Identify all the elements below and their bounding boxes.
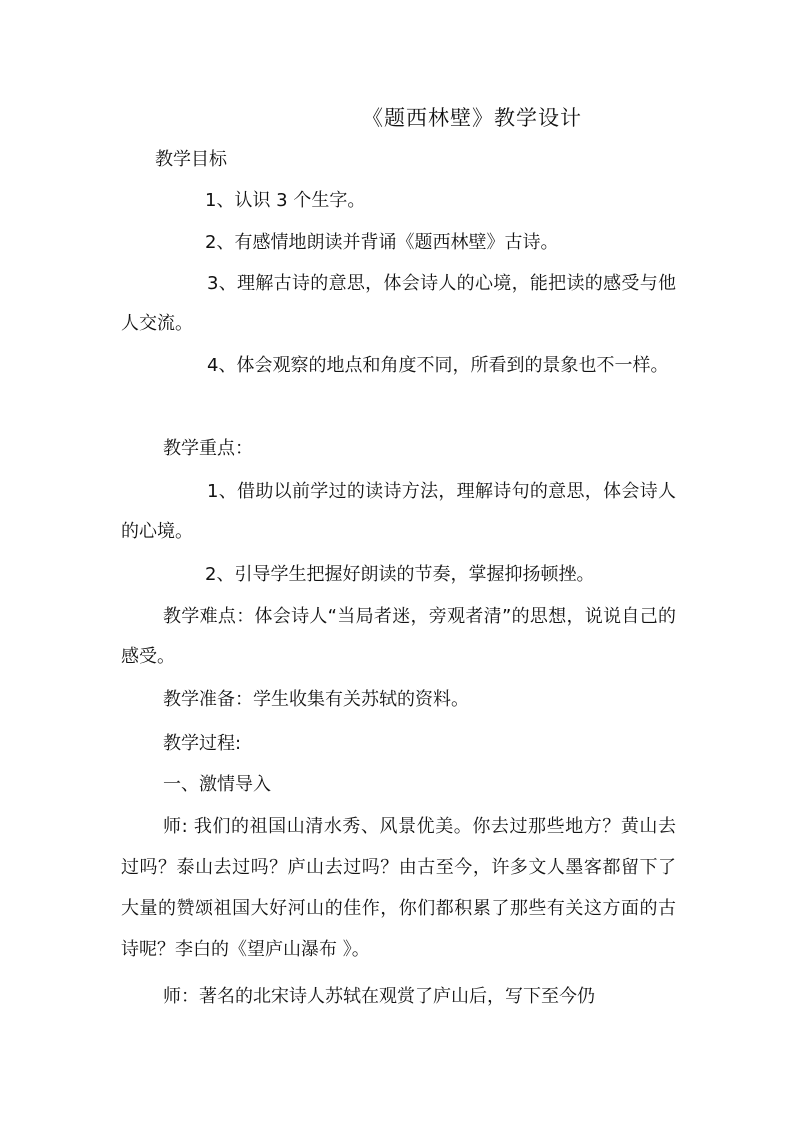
objective-item: 1、认识 3 个生字。 [205,190,366,211]
key-point-item: 1、借助以前学过的读诗方法，理解诗句的意思，体会诗人的心境。 [121,481,676,542]
section-heading: 一、激情导入 [163,774,271,795]
process-heading: 教学过程: [163,733,242,754]
body-paragraph: 师：著名的北宋诗人苏轼在观赏了庐山后，写下至今仍 [163,986,595,1007]
objectives-heading: 教学目标 [155,149,227,170]
difficulty-paragraph: 教学难点：体会诗人“当局者迷，旁观者清”的思想，说说自己的感受。 [121,606,676,667]
key-point-item: 2、引导学生把握好朗读的节奏，掌握抑扬顿挫。 [205,564,595,585]
body-paragraph: 师: 我们的祖国山清水秀、风景优美。你去过那些地方？黄山去过吗？泰山去过吗？庐山去过吗？由古至今，许多文人墨客都留下了大量的赞颂祖国大好河山的佳作，你们都积累了那些有关这方面的古诗呢？李白的《望庐山瀑布 》。 [121,816,676,960]
objective-item: 2、有感情地朗读并背诵《题西林壁》古诗。 [205,232,559,253]
objective-item: 4、体会观察的地点和角度不同，所看到的景象也不一样。 [207,355,669,376]
document-title: 《题西林壁》教学设计 [362,106,582,130]
key-points-heading: 教学重点： [163,438,253,459]
objective-item: 3、理解古诗的意思，体会诗人的心境，能把读的感受与他人交流。 [121,273,676,334]
preparation-line: 教学准备：学生收集有关苏轼的资料。 [163,689,469,710]
